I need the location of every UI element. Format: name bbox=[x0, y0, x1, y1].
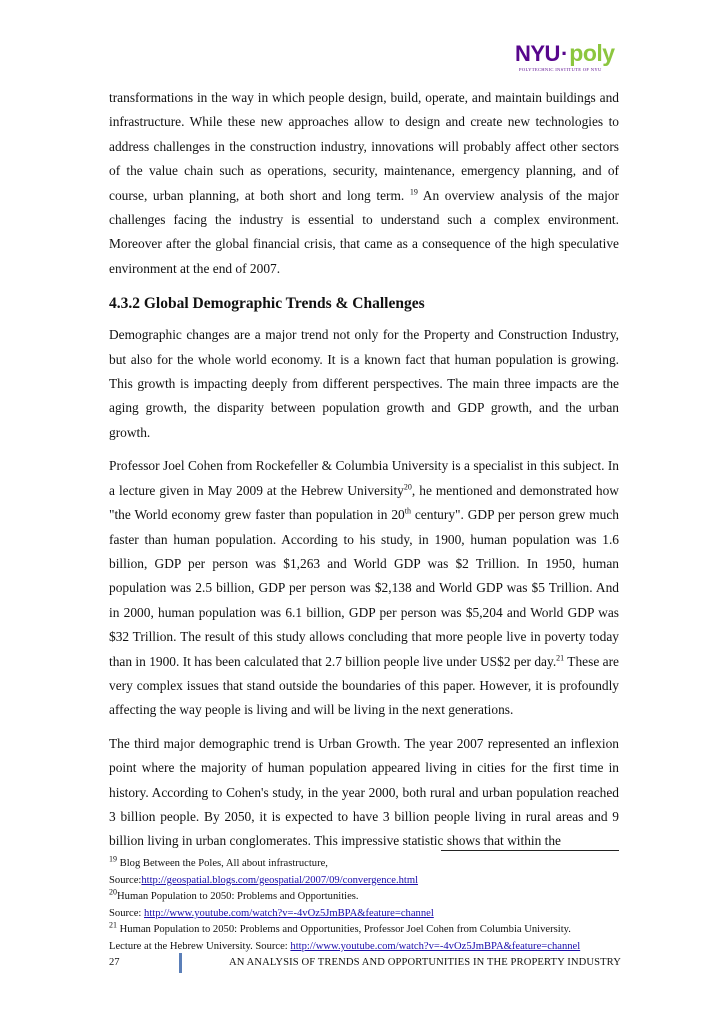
footer-divider bbox=[179, 953, 182, 973]
footnote-20-number: 20 bbox=[109, 887, 117, 897]
footnote-21 bbox=[109, 922, 629, 939]
paragraph-1-text: transformations in the way in which people design, build, operate, and maintain buildings and infrastructure. While these new approaches allow to design and create new technologies to address challenges in the construction industry, innovations will probably affect other sectors of the value chain such as operations, security, maintenance, emergency planning, and of course, urban planning, at both short and long term. bbox=[109, 90, 619, 203]
logo-dot: · bbox=[560, 41, 569, 66]
footnote-ref-19[interactable]: 19 bbox=[409, 187, 418, 197]
paragraph-2: Demographic changes are a major trend not only for the Property and Construction Industry, but also for the whole world economy. It is a known fact that human population is growing. This growth is impacting deeply from different perspectives. The main three impacts are the aging growth, the disparity between population growth and GDP growth, and the urban growth. bbox=[109, 327, 619, 440]
paragraph-1 bbox=[109, 86, 619, 281]
nyu-poly-logo bbox=[515, 40, 625, 82]
paragraph-3-text-c: century". GDP per person grew much faster than human population. According to his study, in 1900, human population was 1.6 billion, GDP per person was $1,263 and World GDP was $2 Trillion. In 1950, human population was 2.5 billion, GDP per person was $2,138 and World GDP was $5 Trillion. And in 2000, human population was 6.1 billion, GDP per person was $5,204 and World GDP was $32 Trillion. The result of this study allows concluding that more people live in poverty today than in 1900. It has been calculated that 2.7 billion people live under US$2 per day. bbox=[109, 507, 619, 669]
footnote-19-link[interactable]: http://geospatial.blogs.com/geospatial/2007/09/convergence.html bbox=[141, 874, 419, 886]
paragraph-3-text-b: , he mentioned and demonstrated how "the World economy grew faster than population in 20 bbox=[109, 482, 619, 523]
footnote-19-source-label: Source: bbox=[109, 874, 142, 886]
footnote-21-number: 21 bbox=[109, 920, 117, 930]
logo-wordmark bbox=[515, 40, 625, 66]
page-number: 27 bbox=[109, 957, 120, 968]
footnote-ref-20[interactable]: 20 bbox=[403, 482, 412, 492]
paragraph-1-cont: An overview analysis of the major challenges facing the industry is essential to understand such a complex environment. Moreover after the global financial crisis, that came as a consequence of the high speculative environment at the end of 2007. bbox=[109, 187, 619, 276]
page-body bbox=[109, 86, 619, 854]
footer-title: AN ANALYSIS OF TRENDS AND OPPORTUNITIES IN THE PROPERTY INDUSTRY bbox=[228, 957, 621, 968]
footnote-20-source bbox=[109, 906, 629, 923]
footnote-20-link[interactable]: http://www.youtube.com/watch?v=-4vOz5JmBPA&feature=channel bbox=[144, 907, 434, 919]
paragraph-4: The third major demographic trend is Urban Growth. The year 2007 represented an inflexion point where the majority of human population appeared living in cities for the first time in history. According to Cohen's study, in the year 2000, both rural and urban population reached 3 billion people. By 2050, it is expected to have 3 billion people living in rural areas and 9 billion living in urban conglomerates. This impressive statistic shows that within the bbox=[109, 735, 619, 849]
footnote-20-source-label: Source: bbox=[109, 907, 145, 919]
footnote-ref-21[interactable]: 21 bbox=[556, 653, 565, 663]
logo-poly: poly bbox=[569, 40, 615, 66]
page-footer bbox=[109, 955, 621, 975]
footnote-20 bbox=[109, 889, 629, 906]
logo-nyu: NYU bbox=[515, 41, 560, 66]
paragraph-3-text-a: Professor Joel Cohen from Rockefeller & Columbia University is a specialist in this subject. In a lecture given in May 2009 at the Hebrew University bbox=[109, 458, 619, 498]
footnote-19-text: Blog Between the Poles, All about infrastructure, bbox=[117, 858, 328, 869]
footnote-separator bbox=[441, 850, 619, 851]
footnote-19-source bbox=[109, 873, 629, 890]
paragraph-3 bbox=[109, 454, 619, 722]
footnote-21-source-label: Lecture at the Hebrew University. Source: bbox=[109, 940, 291, 952]
logo-tagline: POLYTECHNIC INSTITUTE OF NYU bbox=[519, 67, 602, 72]
footnote-19 bbox=[109, 856, 629, 873]
superscript-th: th bbox=[404, 506, 411, 516]
footnote-21-text: Human Population to 2050: Problems and Opportunities, Professor Joel Cohen from Columbia University. bbox=[117, 924, 571, 936]
footnotes bbox=[109, 856, 629, 956]
footnote-19-number: 19 bbox=[109, 854, 117, 864]
footnote-21-link[interactable]: http://www.youtube.com/watch?v=-4vOz5JmBPA&feature=channel bbox=[290, 940, 581, 952]
footnote-20-text: Human Population to 2050: Problems and Opportunities. bbox=[117, 891, 359, 903]
footnote-21-source bbox=[109, 939, 629, 956]
paragraph-3-text-d: These are very complex issues that stand outside the boundaries of this paper. However, it is profoundly affecting the way people is living and will be living in the next generations. bbox=[109, 653, 619, 718]
section-heading: 4.3.2 Global Demographic Trends & Challenges bbox=[109, 295, 425, 313]
